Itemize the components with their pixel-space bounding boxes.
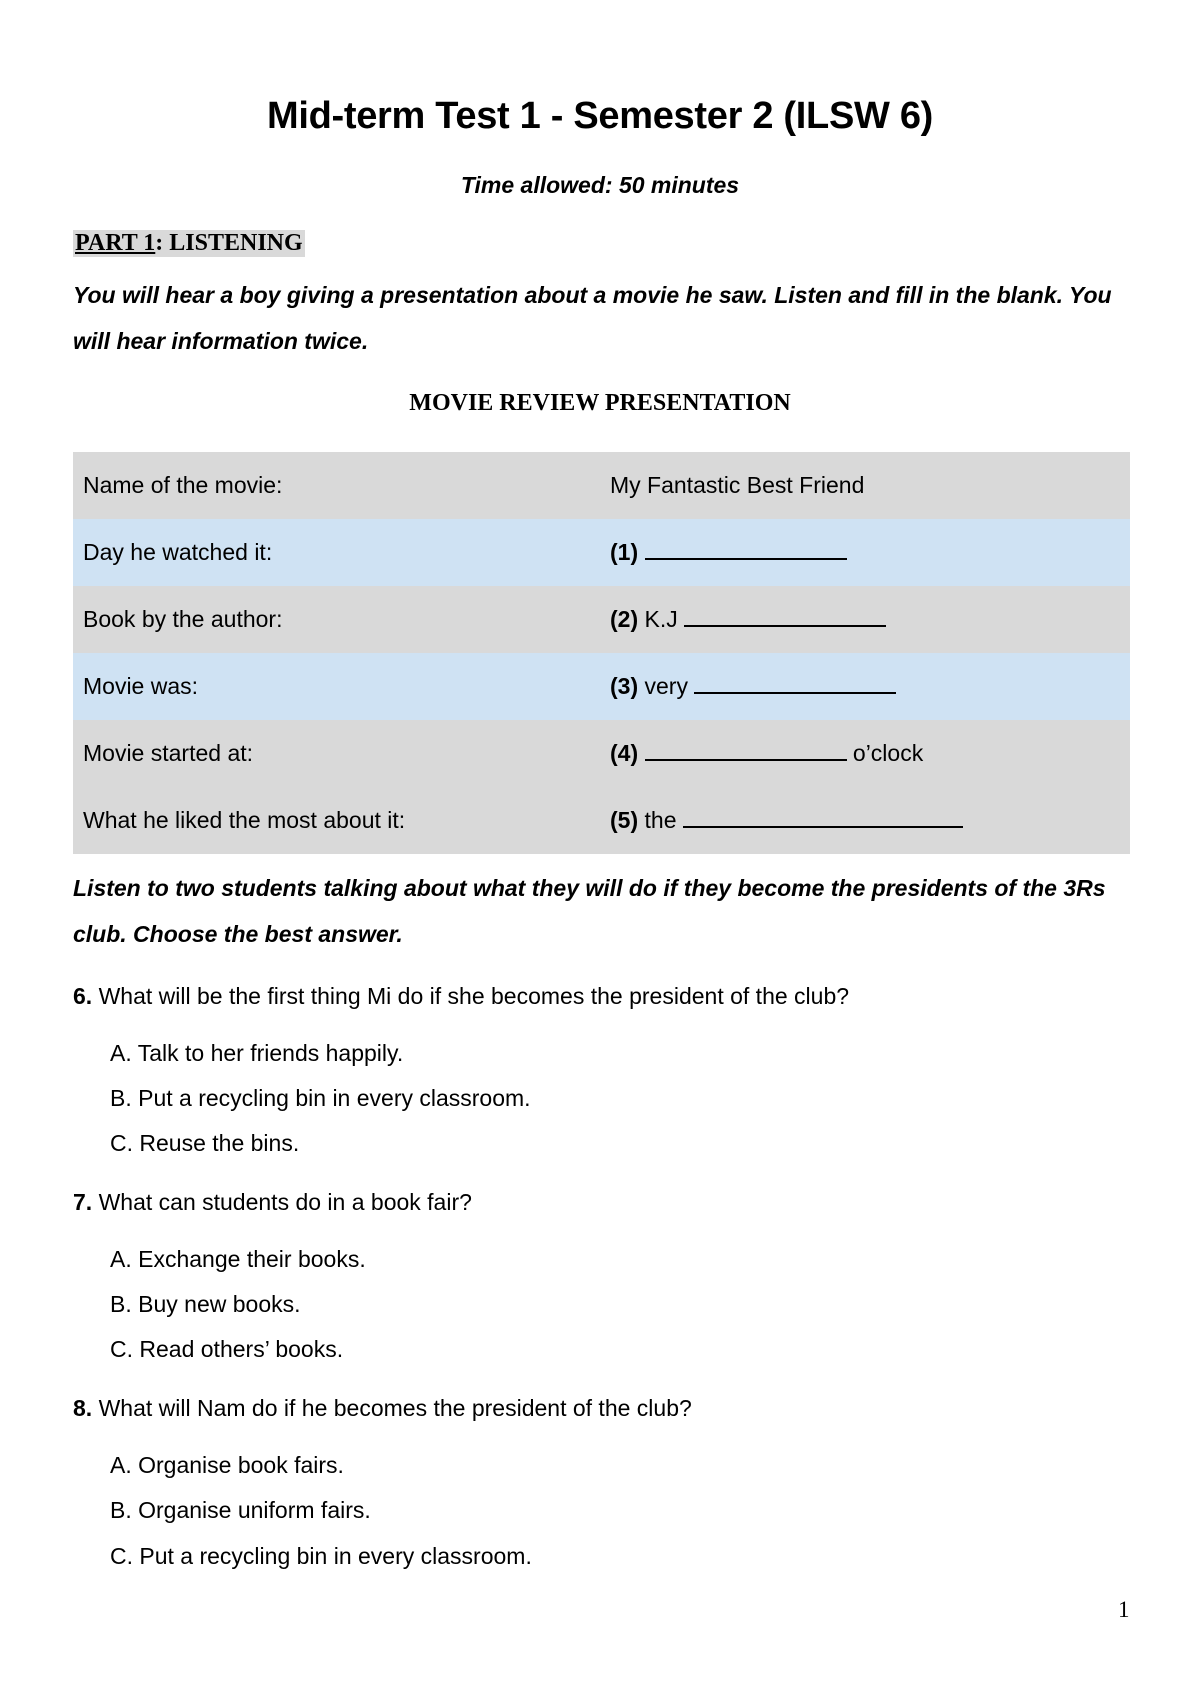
question-number: (5) <box>610 807 639 833</box>
part-section-name: : LISTENING <box>155 230 303 256</box>
option-text: Organise book fairs. <box>138 1452 344 1478</box>
question-number: (3) <box>610 673 639 699</box>
row-answer <box>600 720 1130 787</box>
question-number: 7. <box>73 1189 93 1215</box>
answer-prefix: the <box>644 807 677 833</box>
answer-blank[interactable] <box>684 624 886 627</box>
question-number: 6. <box>73 983 93 1009</box>
question-number: 8. <box>73 1395 93 1421</box>
question-7 <box>73 1189 472 1216</box>
option-8b[interactable] <box>110 1497 371 1524</box>
question-8 <box>73 1395 692 1422</box>
answer-prefix: very <box>644 673 688 699</box>
option-text: Talk to her friends happily. <box>137 1040 404 1066</box>
option-text: Organise uniform fairs. <box>138 1497 371 1523</box>
row-answer <box>600 519 1130 586</box>
page-number: 1 <box>1118 1597 1130 1622</box>
option-letter: C. <box>110 1336 133 1362</box>
option-text: Put a recycling bin in every classroom. <box>139 1543 532 1569</box>
option-text: Reuse the bins. <box>139 1130 300 1156</box>
answer-prefix: K.J <box>644 606 678 632</box>
option-7b[interactable] <box>110 1291 301 1318</box>
option-letter: C. <box>110 1543 133 1569</box>
option-6c[interactable] <box>110 1130 299 1157</box>
time-allowed: Time allowed: 50 minutes <box>460 172 740 198</box>
question-text: What will Nam do if he becomes the president of the club? <box>98 1395 692 1421</box>
row-answer <box>600 452 1130 519</box>
table-title: MOVIE REVIEW PRESENTATION <box>409 390 791 416</box>
answer-text: My Fantastic Best Friend <box>610 472 865 498</box>
option-letter: B. <box>110 1085 132 1111</box>
answer-suffix: o’clock <box>852 740 924 766</box>
choice-instruction: Listen to two students talking about what they will do if they become the presidents of the 3Rs club. Choose the best answer. <box>73 875 1106 947</box>
part-label: PART 1 <box>75 230 156 256</box>
question-text: What will be the first thing Mi do if she becomes the president of the club? <box>98 983 850 1009</box>
option-letter: B. <box>110 1291 132 1317</box>
question-6 <box>73 983 849 1010</box>
option-text: Put a recycling bin in every classroom. <box>138 1085 531 1111</box>
option-8a[interactable] <box>110 1452 344 1479</box>
row-answer <box>600 586 1130 653</box>
table-row <box>73 720 1130 787</box>
row-label: Day he watched it: <box>73 519 600 586</box>
table-row <box>73 586 1130 653</box>
option-text: Exchange their books. <box>138 1246 366 1272</box>
option-7c[interactable] <box>110 1336 343 1363</box>
table-row <box>73 519 1130 586</box>
page-title: Mid-term Test 1 - Semester 2 (ILSW 6) <box>266 95 934 137</box>
answer-blank[interactable] <box>694 691 896 694</box>
question-text: What can students do in a book fair? <box>98 1189 472 1215</box>
option-letter: A. <box>110 1452 132 1478</box>
question-number: (4) <box>610 740 639 766</box>
option-letter: B. <box>110 1497 132 1523</box>
question-number: (1) <box>610 539 639 565</box>
answer-blank[interactable] <box>683 825 963 828</box>
row-answer <box>600 787 1130 854</box>
option-letter: C. <box>110 1130 133 1156</box>
row-label: Movie started at: <box>73 720 600 787</box>
table-row <box>73 452 1130 519</box>
row-answer <box>600 653 1130 720</box>
option-8c[interactable] <box>110 1543 532 1570</box>
table-row <box>73 653 1130 720</box>
table-row <box>73 787 1130 854</box>
option-letter: A. <box>110 1246 132 1272</box>
row-label: Movie was: <box>73 653 600 720</box>
movie-review-table <box>73 452 1130 854</box>
row-label: Name of the movie: <box>73 452 600 519</box>
option-7a[interactable] <box>110 1246 366 1273</box>
option-letter: A. <box>110 1040 132 1066</box>
row-label: Book by the author: <box>73 586 600 653</box>
option-6a[interactable] <box>110 1040 403 1067</box>
answer-blank[interactable] <box>645 758 847 761</box>
option-text: Read others’ books. <box>139 1336 344 1362</box>
row-label: What he liked the most about it: <box>73 787 600 854</box>
part-heading <box>73 230 305 257</box>
answer-blank[interactable] <box>645 557 847 560</box>
option-6b[interactable] <box>110 1085 531 1112</box>
listening-instruction: You will hear a boy giving a presentation about a movie he saw. Listen and fill in the blank. You will hear information twice. <box>73 282 1112 354</box>
option-text: Buy new books. <box>138 1291 301 1317</box>
question-number: (2) <box>610 606 639 632</box>
